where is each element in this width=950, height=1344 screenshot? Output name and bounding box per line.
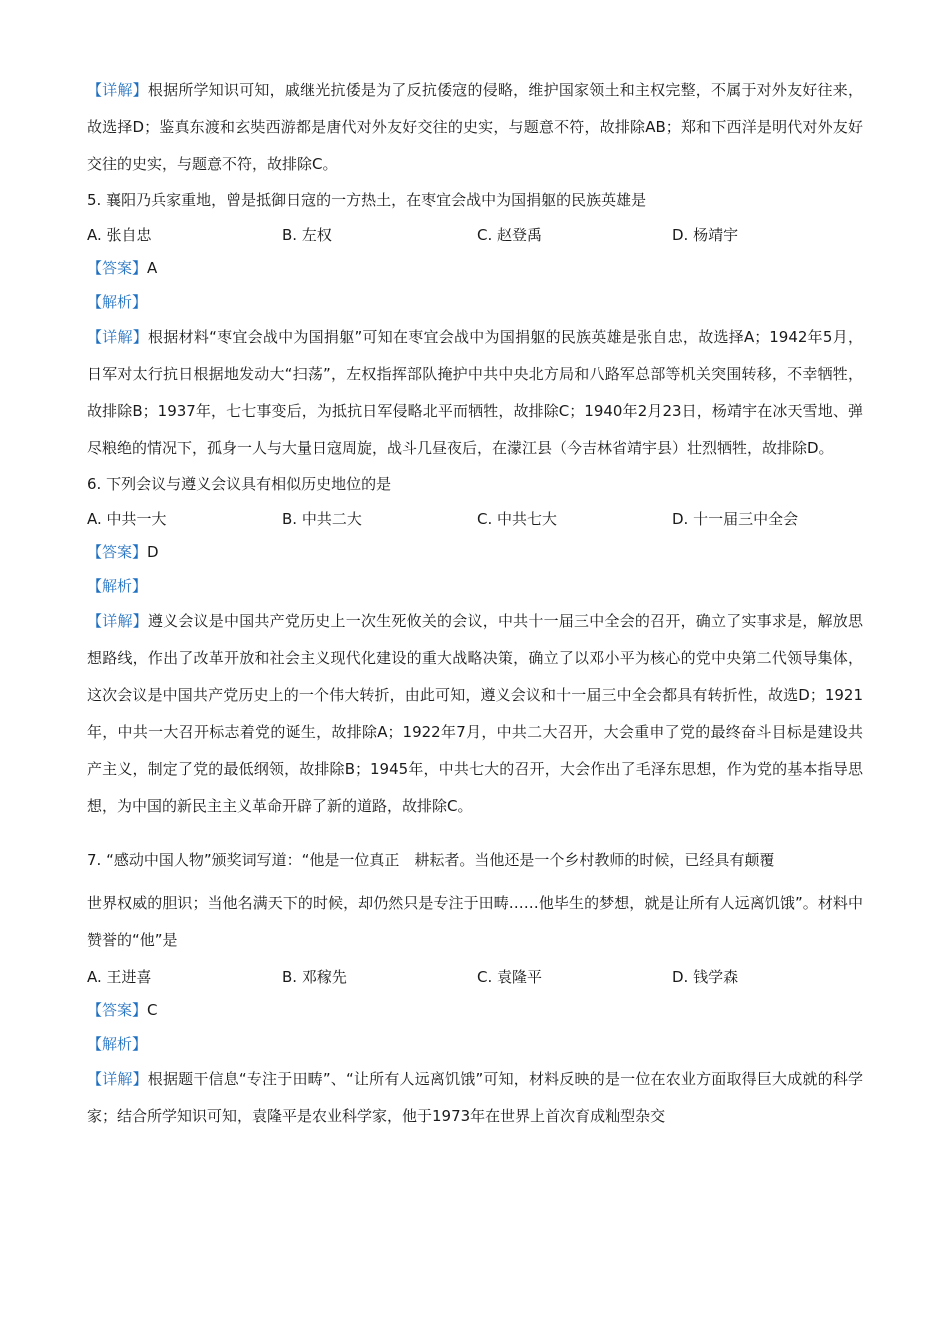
q6-detail — [87, 603, 863, 825]
q7-answer-label: 【答案】 — [87, 1001, 148, 1019]
q5-detail-text: 根据材料“枣宜会战中为国捐躯”可知在枣宜会战中为国捐躯的民族英雄是张自忠，故选择A；1942年5月，日军对太行抗日根据地发动大“扫荡”，左权指挥部队掩护中共中央北方局和八路军总部等机关突围转移，不幸牺牲，故排除B；1937年，七七事变后，为抵抗日军侵略北平而牺牲，故排除C；1940年2月23日，杨靖宇在冰天雪地、弹尽粮绝的情况下，孤身一人与大量日寇周旋，战斗几昼夜后，在濛江县（今吉林省靖宇县）壮烈牺牲，故排除D。 — [87, 328, 863, 457]
q6-option-d: D. 十一届三中全会 — [672, 509, 799, 528]
q6-answer-label: 【答案】 — [87, 543, 148, 561]
q4-detail-text: 根据所学知识可知，戚继光抗倭是为了反抗倭寇的侵略，维护国家领土和主权完整，不属于对外友好往来，故选择D；鉴真东渡和玄奘西游都是唐代对外友好交往的史实，与题意不符，故排除AB；郑和下西洋是明代对外友好交往的史实，与题意不符，故排除C。 — [87, 81, 863, 173]
q6-detail-label: 【详解】 — [87, 612, 148, 630]
q6-answer — [87, 535, 863, 569]
q6-detail-text: 遵义会议是中国共产党历史上一次生死攸关的会议，中共十一届三中全会的召开，确立了实事求是，解放思想路线，作出了改革开放和社会主义现代化建设的重大战略决策，确立了以邓小平为核心的党中央第二代领导集体，这次会议是中国共产党历史上的一个伟大转折，由此可知，遵义会议和十一届三中全会都具有转折性，故选D；1921年，中共一大召开标志着党的诞生，故排除A；1922年7月，中共二大召开，大会重申了党的最终奋斗目标是建设共产主义，制定了党的最低纲领，故排除B；1945年，中共七大的召开，大会作出了毛泽东思想，作为党的基本指导思想，为中国的新民主主义革命开辟了新的道路，故排除C。 — [87, 612, 863, 815]
q6-options — [87, 501, 863, 535]
q5-answer-value: A — [147, 259, 158, 277]
spacer — [87, 825, 863, 835]
q5-option-d: D. 杨靖宇 — [672, 225, 739, 244]
q6-answer-value: D — [147, 543, 159, 561]
q6-option-b: B. 中共二大 — [282, 509, 362, 528]
q7-analysis-label: 【解析】 — [87, 1035, 148, 1053]
q7-detail-text: 根据题干信息“专注于田畴”、“让所有人远离饥饿”可知，材料反映的是一位在农业方面取得巨大成就的科学家；结合所学知识可知，袁隆平是农业科学家，他于1973年在世界上首次育成籼型杂交 — [87, 1070, 863, 1125]
q7-option-a: A. 王进喜 — [87, 967, 152, 986]
q5-option-b: B. 左权 — [282, 225, 332, 244]
q7-detail — [87, 1061, 863, 1135]
q7-option-d: D. 钱学森 — [672, 967, 739, 986]
q7-title-line1: 7. “感动中国人物”颁奖词写道：“他是一位真正 耕耘者。当他还是一个乡村教师的时候，已经具有颠覆 — [87, 851, 775, 869]
q7-option-b: B. 邓稼先 — [282, 967, 347, 986]
q4-detail-label: 【详解】 — [87, 81, 148, 99]
q5-answer — [87, 251, 863, 285]
q5-options — [87, 217, 863, 251]
q7-detail-label: 【详解】 — [87, 1070, 148, 1088]
q6-title: 6. 下列会议与遵义会议具有相似历史地位的是 — [87, 475, 392, 493]
q5-title: 5. 襄阳乃兵家重地，曾是抵御日寇的一方热土，在枣宜会战中为国捐躯的民族英雄是 — [87, 191, 647, 209]
q5-option-a: A. 张自忠 — [87, 225, 152, 244]
q5-detail-label: 【详解】 — [87, 328, 149, 346]
q7-answer-value: C — [147, 1001, 158, 1019]
q4-detail — [87, 72, 863, 183]
q6-option-c: C. 中共七大 — [477, 509, 558, 528]
q6-option-a: A. 中共一大 — [87, 509, 167, 528]
document-page — [87, 72, 863, 1135]
q6-analysis-label: 【解析】 — [87, 577, 148, 595]
q7-options — [87, 959, 863, 993]
q5-option-c: C. 赵登禹 — [477, 225, 543, 244]
q7-answer — [87, 993, 863, 1027]
q5-detail — [87, 319, 863, 467]
q5-answer-label: 【答案】 — [87, 259, 148, 277]
q7-title-line2: 世界权威的胆识；当他名满天下的时候，却仍然只是专注于田畴……他毕生的梦想，就是让所有人远离饥饿”。材料中赞誉的“他”是 — [87, 894, 863, 949]
q7-option-c: C. 袁隆平 — [477, 967, 543, 986]
q5-analysis-label: 【解析】 — [87, 293, 148, 311]
